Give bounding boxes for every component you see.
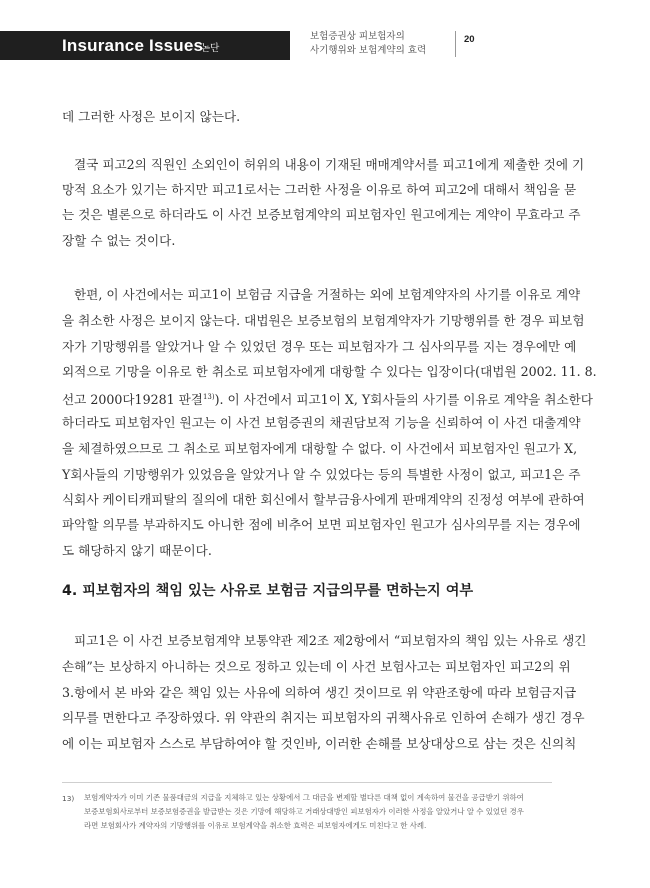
text-line: 자가 기망행위를 알았거나 알 수 있었던 경우 또는 피보험자가 그 심사의무를 지는 경우에만 예 bbox=[62, 339, 577, 354]
text-line: 의무를 면한다고 주장하였다. 위 약관의 취지는 피보험자의 귀책사유로 인하여 손해가 생긴 경우 bbox=[62, 710, 585, 725]
text-line: 데 그러한 사정은 보이지 않는다. bbox=[62, 109, 241, 124]
text-line: 을 체결하였으므로 그 취소로 피보험자에게 대항할 수 없다. 이 사건에서 피보험자인 원고가 X, bbox=[62, 441, 578, 456]
text-segment: 선고 2000다19281 판결 bbox=[62, 392, 203, 408]
text-line: 에 이는 피보험자 스스로 부담하여야 할 것인바, 이러한 손해를 보상대상으로 삼는 것은 신의칙 bbox=[62, 736, 577, 751]
text-line: 는 것은 별론으로 하더라도 이 사건 보증보험계약의 피보험자인 원고에게는 계약이 무효라고 주 bbox=[62, 207, 581, 222]
text-line: 망적 요소가 있기는 하지만 피고1로서는 그러한 사정을 이유로 하여 피고2에 대해서 책임을 묻 bbox=[62, 182, 577, 197]
header-divider bbox=[455, 31, 456, 57]
section-tag: 논단 bbox=[201, 43, 220, 54]
footnote-line: 보증보험회사로부터 보증보험증권을 발급받는 것은 기망에 해당하고 거래상대방인 피보험자가 이러한 사정을 알았거나 알 수 있었던 경우 bbox=[84, 807, 524, 816]
text-line: 을 취소한 사정은 보이지 않는다. 대법원은 보증보험의 보험계약자가 기망행위를 한 경우 피보험 bbox=[62, 313, 585, 328]
text-line: Y회사들의 기망행위가 있었음을 알았거나 알 수 있었다는 등의 특별한 사정이 없고, 피고1은 주 bbox=[62, 467, 581, 482]
page-number: 20 bbox=[464, 34, 475, 45]
running-title-line: 보험증권상 피보험자의 bbox=[310, 31, 405, 42]
text-line: 3.항에서 본 바와 같은 책임 있는 사유에 의하여 생긴 것이므로 위 약관조항에 따라 보험금지급 bbox=[62, 685, 577, 700]
text-line: 하더라도 피보험자인 원고는 이 사건 보험증권의 채권담보적 기능을 신뢰하여 이 사건 대출계약 bbox=[62, 415, 581, 430]
footnote-line: 라면 보험회사가 계약자의 기망행위를 이유로 보험계약을 취소한 효력은 피보험자에게도 미친다고 한 사례. bbox=[84, 821, 427, 830]
text-line: 피고1은 이 사건 보증보험계약 보통약관 제2조 제2항에서 “피보험자의 책임 있는 사유로 생긴 bbox=[74, 633, 587, 648]
running-title bbox=[310, 30, 450, 58]
text-line: 파악할 의무를 부과하지도 아니한 점에 비추어 보면 피보험자인 원고가 심사의무를 지는 경우에 bbox=[62, 517, 581, 532]
text-line: 도 해당하지 않기 때문이다. bbox=[62, 543, 212, 558]
text-line: 손해”는 보상하지 아니하는 것으로 정하고 있는데 이 사건 보험사고는 피보험자인 피고2의 위 bbox=[62, 659, 571, 674]
footnote-number: 13) bbox=[62, 794, 75, 803]
text-line: 식회사 케이티캐피탈의 질의에 대한 회신에서 할부금융사에게 판매계약의 진정성 여부에 관하여 bbox=[62, 492, 585, 507]
footnote-line: 보험계약자가 이미 기존 물품대금의 지급을 지체하고 있는 상황에서 그 대금을 변제할 별다른 대책 없이 계속하여 물건을 공급받기 위하여 bbox=[84, 793, 524, 802]
section-heading: 4. 피보험자의 책임 있는 사유로 보험금 지급의무를 면하는지 여부 bbox=[62, 583, 474, 599]
running-title-line: 사기행위와 보험계약의 효력 bbox=[310, 45, 427, 56]
journal-brand: Insurance Issues bbox=[62, 36, 204, 55]
footnote-ref[interactable]: 13) bbox=[202, 393, 215, 401]
text-line-with-footnote bbox=[62, 388, 593, 409]
text-line: 외적으로 기망을 이유로 한 취소로 피보험자에게 대항할 수 있다는 입장이다(대법원 2002. 11. 8. bbox=[62, 364, 597, 379]
text-line: 장할 수 없는 것이다. bbox=[62, 233, 176, 248]
text-segment: ). 이 사건에서 피고1이 X, Y회사들의 사기를 이유로 계약을 취소한다 bbox=[214, 392, 593, 408]
text-line: 한편, 이 사건에서는 피고1이 보험금 지급을 거절하는 외에 보험계약자의 사기를 이유로 계약 bbox=[74, 287, 581, 302]
footnote-rule bbox=[62, 782, 552, 783]
text-line: 결국 피고2의 직원인 소외인이 허위의 내용이 기재된 매매계약서를 피고1에게 제출한 것에 기 bbox=[74, 157, 585, 172]
page-header bbox=[0, 0, 650, 60]
